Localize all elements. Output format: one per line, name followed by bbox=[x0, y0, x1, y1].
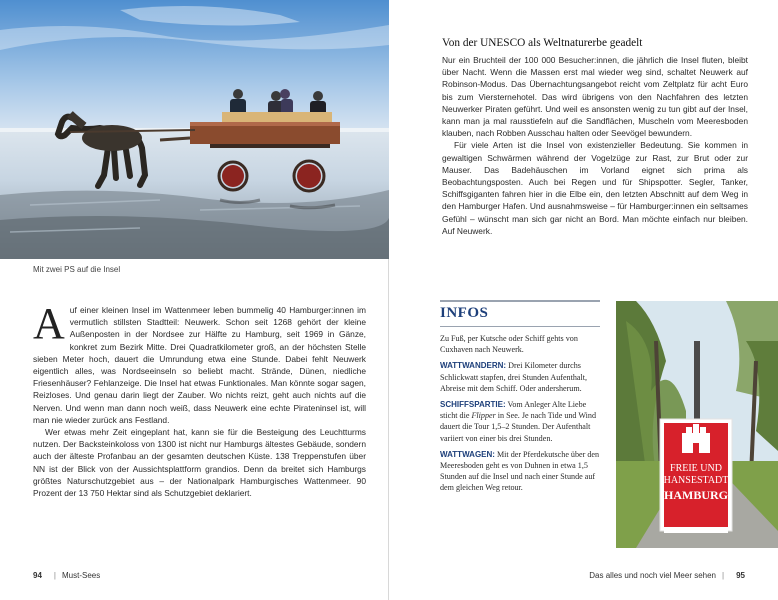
footer-separator: | bbox=[722, 571, 725, 580]
infos-text: Drei Kilometer durchs Schlickwatt stapfen, drei Stunden Aufenthalt, Abreise mit dem Schiff. Oder andersherum. bbox=[440, 361, 588, 393]
sign-line-1: FREIE UND bbox=[670, 463, 722, 474]
infos-text: in See. Je nach Tide und Wind dauert die Tour 1,5–2 Stunden. Der Aufenthalt variiert von einer bis drei Stunden. bbox=[440, 411, 597, 443]
infos-item-wattwandern bbox=[440, 360, 600, 394]
footer-right bbox=[589, 571, 745, 580]
right-article bbox=[442, 37, 748, 237]
left-paragraph-2: Wer etwas mehr Zeit eingeplant hat, kann sie für die Besteigung des Leuchtturms nutzen. Der Backsteinkoloss von 1300 ist nicht nur Hamburgs ältestes Gebäude, sondern auch der älteste Profanbau an der gesamten deutschen Küste. 138 Treppenstufen über NN ist der Blick von der Aussichtsplattform grandios. Denn da breitet sich Hamburgs größtes Naturschutzgebiet aus – der Nationalpark Hamburgisches Wattenmeer. 90 Prozent der 13 750 Hektar sind als Schutzgebiet deklariert. bbox=[33, 427, 366, 499]
footer-section: Must-Sees bbox=[61, 571, 101, 580]
infos-intro: Zu Fuß, per Kutsche oder Schiff gehts von Cuxhaven nach Neuwerk. bbox=[440, 334, 578, 355]
infos-label: WATTWANDERN: bbox=[440, 361, 507, 371]
photo-caption: Mit zwei PS auf die Insel bbox=[33, 265, 121, 274]
left-paragraph-1 bbox=[33, 299, 366, 426]
infos-text: Vom Anleger Alte Liebe sticht die bbox=[440, 400, 587, 421]
right-paragraph-2: Für viele Arten ist die Insel von existenzieller Bedeutung. Sie kommen in gewaltigen Schwärmen während der Vogelzüge zur Rast, zur Brut oder zur Mauser. Das Badehäuschen im Vorland eignet sich prima als Beobachtungsposten. Auch bei Regen und für Shipspotter. Segler, Tanker, Schiffsgiganten fahren hier in die Elbe ein, den letzten Abschnitt auf dem Weg in den Hamburger Hafen. Und ausnahmsweise – für Hamburger:innen ein seltsames Gefühl – wünscht man sich gar nicht an Bord. Man möchte einfach nur bleiben. Auf Neuwerk. bbox=[442, 140, 748, 236]
left-paragraph-1-text: uf einer kleinen Insel im Wattenmeer leben bummelig 40 Hamburger:innen im vermutlich stillsten Stadtteil: Neuwerk. Schon seit 1268 gehört der kleine Außenposten in der Nordsee zur Hälfte zu Hamburg, seit 1969 in Gänze, konkret zum Bezirk Mitte. Drei Quadratkilometer groß, an der höchsten Stelle sieben Meter hoch, dauert die Umrundung etwa eine Stunde. Dabei fehlt Neuwerk eigentlich alles, was Nordseeinseln so beliebt macht. Strände, Dünen, niedliche Friesenhäuser? Fehlanzeige. Die Insel hat etwas Funktionales. Man könnte sogar sagen, Reizloses. Und genau darin liegt der Zauber. Wo nichts reizt, geht auch nichts auf die Nerven. Und wenn man dann noch weiß, dass Neuwerk eine echte Pirateninsel ist, will man nie wieder zurück ans Festland. bbox=[33, 305, 366, 425]
sign-line-3: HAMBURG bbox=[664, 488, 728, 502]
ship-name: Flipper bbox=[471, 411, 496, 421]
section-heading: Von der UNESCO als Weltnaturerbe geadelt bbox=[442, 37, 643, 49]
footer-separator: | bbox=[53, 571, 56, 580]
infos-label: WATTWAGEN: bbox=[440, 449, 495, 459]
hamburg-sign-photo bbox=[616, 301, 778, 548]
infos-item-wattwagen bbox=[440, 449, 600, 494]
page-number-left: 94 bbox=[33, 571, 42, 580]
left-body-text bbox=[33, 299, 366, 499]
infos-title: INFOS bbox=[440, 305, 489, 321]
page-number-right: 95 bbox=[736, 571, 745, 580]
infos-box bbox=[440, 300, 600, 499]
horse-carriage-photo bbox=[0, 0, 389, 259]
sign-line-2: HANSESTADT bbox=[663, 475, 729, 486]
infos-top-rule bbox=[440, 300, 600, 302]
right-paragraph-1: Nur ein Bruchteil der 100 000 Besucher:innen, die jährlich die Insel fluten, bleibt über Nacht. Wenn die Massen erst mal wieder weg sind, schaltet Neuwerk auf Robinson-Modus. Das Übernachtungsangebot reicht vom Zeltplatz für acht Euro bis zum Viersternehotel. Das wird übrigens von den Nachfahren des letzten Neuwerker Piraten geführt. Und weil es ansonsten wenig zu tun gibt auf der Insel, kann man ja mal rausstiefeln auf die Sandflächen, Muscheln vom Meeresboden klauben, nach Robben Ausschau halten oder Seevögel bewundern. bbox=[442, 55, 748, 139]
infos-divider bbox=[440, 326, 600, 327]
footer-chapter-title: Das alles und noch viel Meer sehen bbox=[589, 571, 717, 580]
footer-left bbox=[33, 571, 100, 580]
infos-label: SCHIFFSPARTIE: bbox=[440, 400, 506, 410]
drop-cap: A bbox=[33, 299, 65, 348]
infos-item-schiffspartie bbox=[440, 399, 600, 444]
infos-text: Mit der Pferdekutsche über den Meeresboden geht es von Duhnen in etwa 1,5 Stunden auf die Insel und nach einer Stunde auf dem gleichen Weg retour. bbox=[440, 449, 600, 493]
